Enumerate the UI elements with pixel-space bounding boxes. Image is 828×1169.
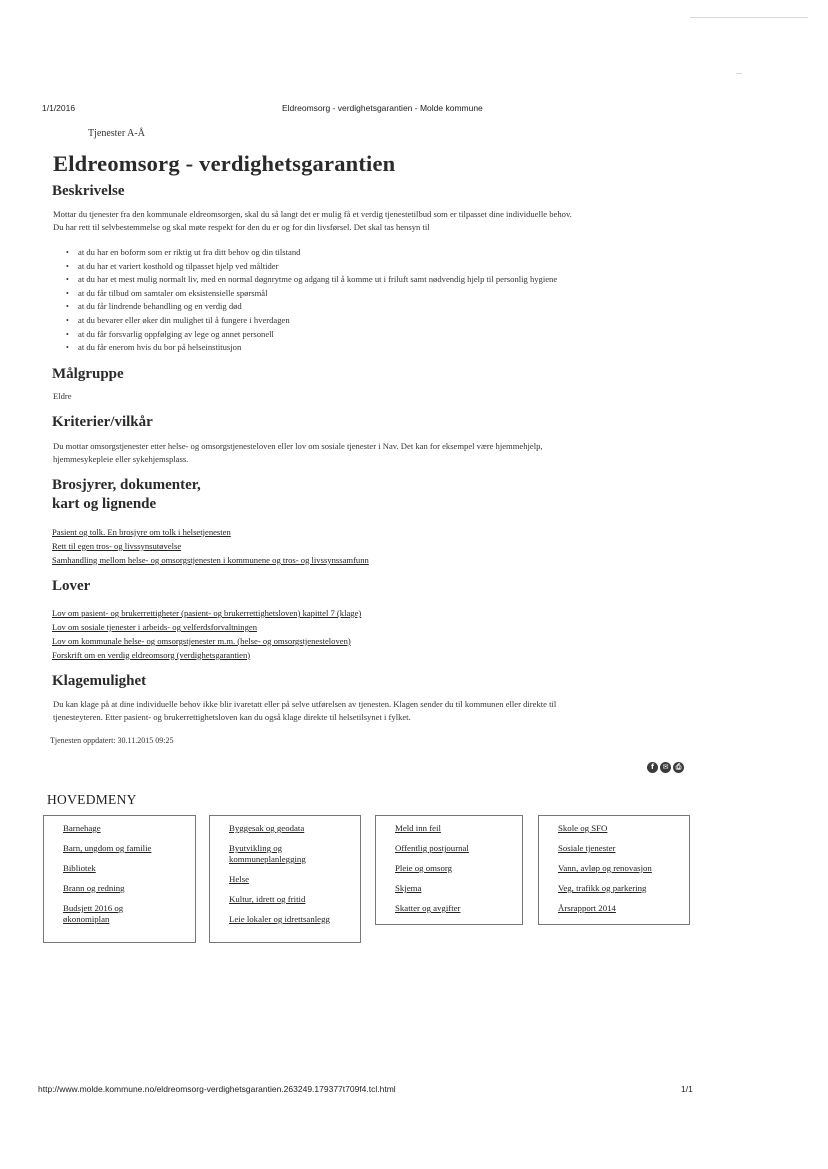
- menu-item[interactable]: Skatter og avgifter: [395, 903, 461, 913]
- brosjyrer-links: [52, 526, 692, 568]
- klage-text: tjenesteyteren. Etter pasient- og brukerrettighetsloven kan du også klage direkte til helsetilsynet i fylket.: [53, 712, 411, 722]
- email-glyph: ✉: [662, 763, 669, 771]
- menu-column-2: [209, 815, 361, 943]
- section-heading-malgruppe: Målgruppe: [52, 366, 124, 382]
- print-page-number: 1/1: [681, 1084, 693, 1094]
- menu-item[interactable]: Byutvikling og kommuneplanlegging: [229, 843, 306, 864]
- menu-item[interactable]: Skjema: [395, 883, 422, 893]
- brosjyre-link[interactable]: Rett til egen tros- og livssynsutøvelse: [52, 540, 182, 551]
- scan-artifact: [736, 73, 742, 74]
- menu-column-4: [538, 815, 690, 925]
- brosjyre-link[interactable]: Samhandling mellom helse- og omsorgstjenesten i kommunene og tros- og livssynssamfunn: [52, 554, 369, 565]
- menu-item[interactable]: Budsjett 2016 og økonomiplan: [63, 903, 124, 924]
- menu-item[interactable]: Årsrapport 2014: [558, 903, 616, 913]
- klage-text: Du kan klage på at dine individuelle behov ikke blir ivaretatt eller på selve utførelsen av tjenesten. Klagen sender du til kommunen eller direkte til: [53, 699, 557, 709]
- print-url: http://www.molde.kommune.no/eldreomsorg-verdighetsgarantien.263249.179377t709f4.tcl.html: [38, 1084, 396, 1094]
- menu-column-3: [375, 815, 523, 925]
- list-item: • at du får tilbud om samtaler om eksistensielle spørsmål: [52, 287, 732, 301]
- lov-link[interactable]: Lov om pasient- og brukerrettigheter (pasient- og brukerrettighetsloven) kapittel 7 (klage): [52, 608, 362, 618]
- print-glyph: ⎙: [675, 763, 682, 771]
- list-item: • at du har en boform som er riktig ut fra ditt behov og din tilstand: [52, 246, 732, 260]
- list-item: • at du får lindrende behandling og en verdig død: [52, 300, 732, 314]
- scan-artifact: [690, 17, 808, 18]
- section-heading-brosjyrer: kart og lignende: [52, 496, 157, 512]
- lover-links: [52, 607, 692, 663]
- menu-item[interactable]: Barn, ungdom og familie: [63, 843, 152, 853]
- print-page-title: Eldreomsorg - verdighetsgarantien - Molde kommune: [282, 103, 483, 113]
- menu-item[interactable]: Bibliotek: [63, 863, 96, 873]
- lov-link[interactable]: Forskrift om en verdig eldreomsorg (verdighetsgarantien): [52, 649, 251, 660]
- menu-item[interactable]: Leie lokaler og idrettsanlegg: [229, 914, 330, 924]
- menu-item[interactable]: Helse: [229, 874, 250, 884]
- facebook-icon[interactable]: [647, 762, 658, 773]
- section-heading-lover: Lover: [52, 578, 91, 594]
- menu-column-1: [43, 815, 196, 943]
- section-heading-brosjyrer: Brosjyrer, dokumenter,: [52, 477, 201, 493]
- menu-item[interactable]: Sosiale tjenester: [558, 843, 616, 853]
- email-icon[interactable]: [660, 762, 671, 773]
- brosjyre-link[interactable]: Pasient og tolk. En brosjyre om tolk i helsetjenesten: [52, 527, 231, 537]
- menu-item[interactable]: Meld inn feil: [395, 823, 441, 833]
- menu-item[interactable]: Brann og redning: [63, 883, 125, 893]
- beskrivelse-text: Du har rett til selvbestemmelse og skal møte respekt for den du er og for din livsførsel. Det skal tas hensyn til: [53, 222, 430, 232]
- facebook-glyph: f: [650, 763, 655, 771]
- social-share: [645, 760, 684, 778]
- kriterier-text: Du mottar omsorgstjenester etter helse- og omsorgstjenesteloven eller lov om sosiale tjenester i Nav. Det kan for eksempel være hjemmehjelp,: [53, 441, 543, 451]
- list-item: • at du får forsvarlig oppfølging av lege og annet personell: [52, 328, 732, 342]
- section-heading-kriterier: Kriterier/vilkår: [52, 414, 153, 430]
- menu-item[interactable]: Barnehage: [63, 823, 101, 833]
- page-title: Eldreomsorg - verdighetsgarantien: [53, 151, 396, 176]
- beskrivelse-list: [52, 246, 732, 355]
- menu-item[interactable]: Offentlig postjournal: [395, 843, 469, 853]
- kriterier-text: hjemmesykepleie eller sykehjemsplass.: [53, 454, 189, 464]
- list-item: • at du bevarer eller øker din mulighet til å fungere i hverdagen: [52, 314, 732, 328]
- list-item: • at du har et variert kosthold og tilpasset hjelp ved måltider: [52, 260, 732, 274]
- list-item: • at du har et mest mulig normalt liv, med en normal døgnrytme og adgang til å komme ut i friluft samt nødvendig hjelp til personlig hygiene: [52, 273, 732, 287]
- menu-item[interactable]: Byggesak og geodata: [229, 823, 305, 833]
- breadcrumb[interactable]: Tjenester A-Å: [88, 128, 145, 139]
- beskrivelse-text: Mottar du tjenester fra den kommunale eldreomsorgen, skal du så langt det er mulig få et verdig tjenestetilbud som er tilpasset dine individuelle behov.: [53, 209, 572, 219]
- menu-item[interactable]: Vann, avløp og renovasjon: [558, 863, 652, 873]
- print-icon[interactable]: [673, 762, 684, 773]
- menu-item[interactable]: Kultur, idrett og fritid: [229, 894, 306, 904]
- menu-item[interactable]: Veg, trafikk og parkering: [558, 883, 647, 893]
- lov-link[interactable]: Lov om kommunale helse- og omsorgstjenester m.m. (helse- og omsorgstjenesteloven): [52, 635, 351, 646]
- malgruppe-text: Eldre: [53, 391, 72, 401]
- hovedmeny-title: HOVEDMENY: [47, 792, 137, 807]
- list-item: • at du får enerom hvis du bor på helseinstitusjon: [52, 341, 732, 355]
- print-date: 1/1/2016: [42, 103, 76, 113]
- menu-item[interactable]: Pleie og omsorg: [395, 863, 453, 873]
- lov-link[interactable]: Lov om sosiale tjenester i arbeids- og velferdsforvaltningen: [52, 621, 257, 632]
- updated-timestamp: Tjenesten oppdatert: 30.11.2015 09:25: [50, 736, 174, 745]
- section-heading-klage: Klagemulighet: [52, 673, 147, 689]
- menu-item[interactable]: Skole og SFO: [558, 823, 608, 833]
- section-heading-beskrivelse: Beskrivelse: [52, 183, 125, 199]
